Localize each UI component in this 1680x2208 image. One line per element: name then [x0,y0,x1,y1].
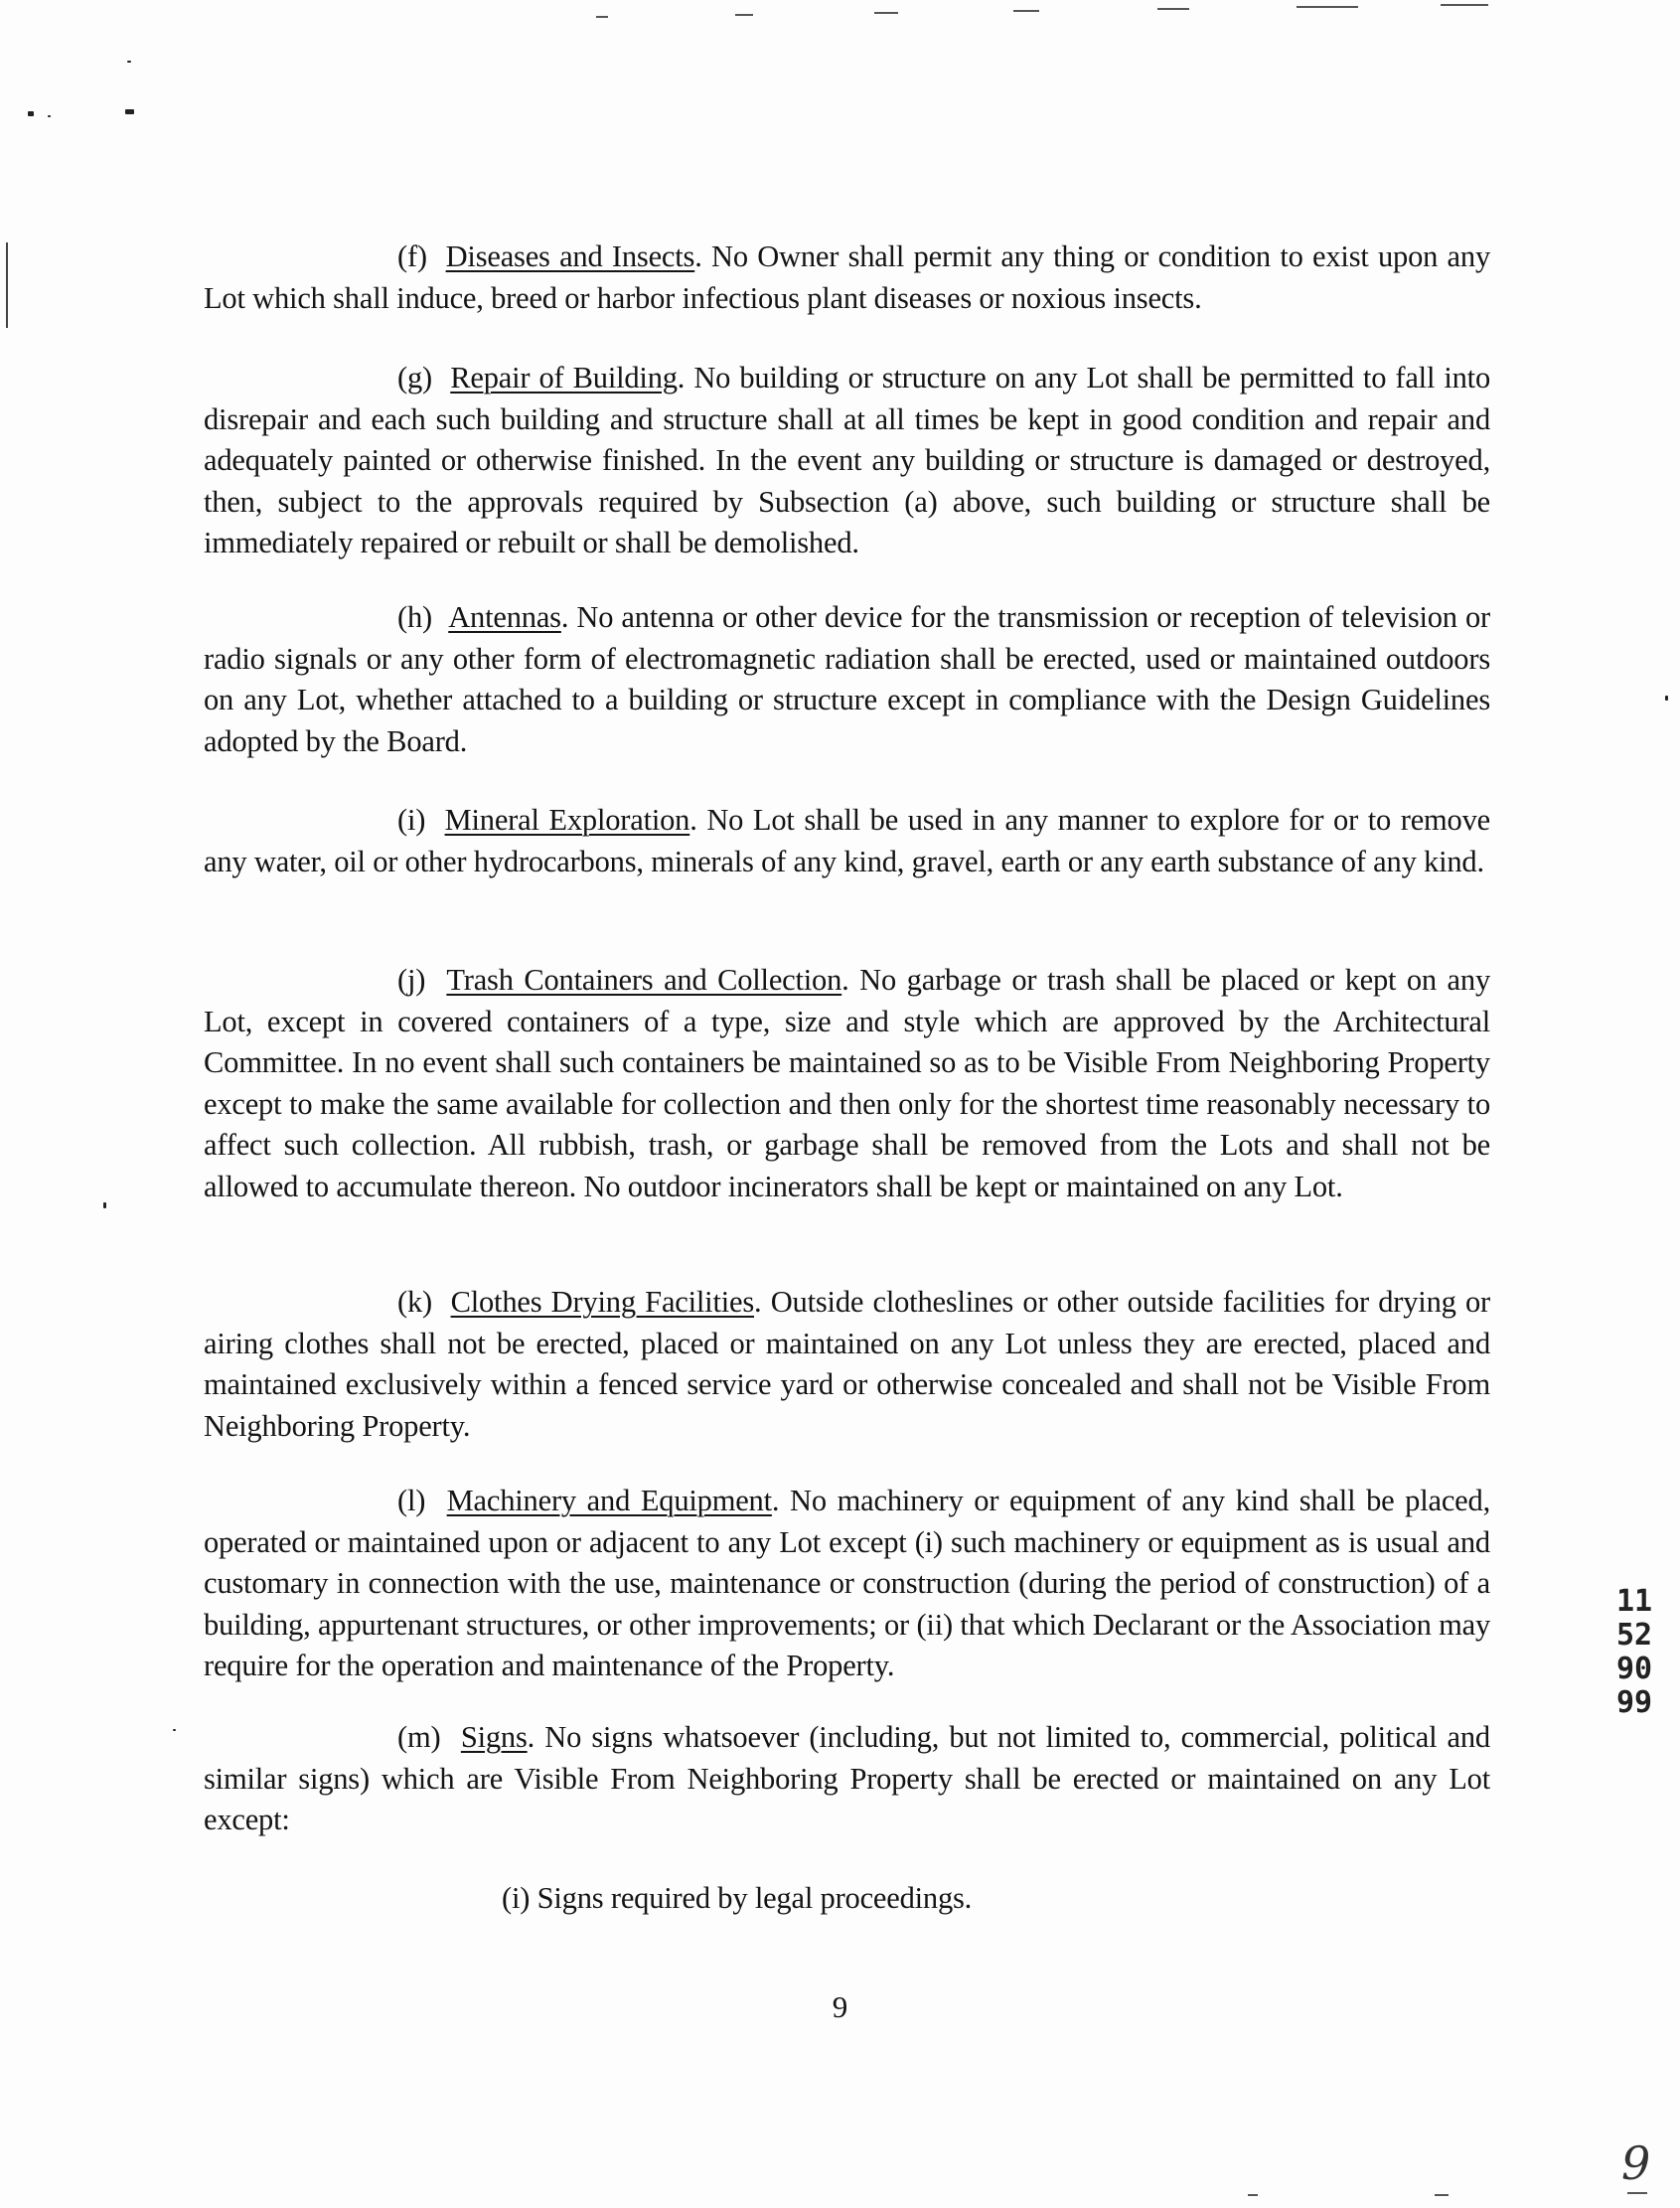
paragraph-k-heading: Clothes Drying Facilities [450,1285,754,1319]
paragraph-f [204,237,1490,319]
scan-speck-3 [48,115,51,117]
scan-speck-5 [103,1202,106,1208]
paragraph-i [204,800,1490,882]
paragraph-m-heading: Signs [460,1720,528,1754]
paragraph-m-marker: (m) [397,1720,441,1754]
paragraph-k-text: . Outside clotheslines or other outside facilities for drying or airing clothes shall not be erected, placed or maintained on any Lot unless they are erected, placed and maintained exclusively within a fenced service yard or otherwise concealed and shall not be Visible From Neighboring Property. [204,1285,1490,1443]
paragraph-l [204,1481,1490,1687]
scan-artifact-top-6 [1297,6,1358,8]
scan-speck-2 [28,111,34,116]
subitem-i-text: Signs required by legal proceedings. [536,1881,973,1915]
scan-artifact-top-7 [1441,4,1488,6]
subitem-i-marker: (i) [502,1881,531,1915]
scan-artifact-bottom-2 [1435,2194,1449,2196]
paragraph-k-marker: (k) [397,1285,432,1319]
paragraph-h-heading: Antennas [448,600,561,634]
scan-artifact-top-4 [1013,10,1039,12]
paragraph-i-text: . No Lot shall be used in any manner to explore for or to remove any water, oil or other hydrocarbons, minerals of any kind, gravel, earth or any earth substance of any kind. [204,803,1490,878]
paragraph-g-text: . No building or structure on any Lot shall be permitted to fall into disrepair and each such building and structure shall at all times be kept in good condition and repair and adequately painted or otherwise finished. In the event any building or structure is damaged or destroyed, then, subject to the approvals required by Subsection (a) above, such building or structure shall be immediately repaired or rebuilt or shall be demolished. [204,361,1491,559]
recording-stamp: 1152 9099 [1615,1584,1653,1720]
paragraph-g-heading: Repair of Building [450,361,678,394]
scan-speck-4 [125,109,134,114]
paragraph-l-marker: (l) [397,1484,426,1517]
paragraph-j-marker: (j) [397,963,426,997]
scan-artifact-bottom-1 [1248,2194,1258,2196]
paragraph-j-heading: Trash Containers and Collection [446,963,842,997]
paragraph-g-marker: (g) [397,361,432,394]
paragraph-h-text: . No antenna or other device for the transmission or reception of television or radio signals or any other form of electromagnetic radiation shall be erected, used or maintained outdoors on any Lot, whether attached to a building or structure except in compliance with the Design Guidelines adopted by the Board. [204,600,1490,758]
paragraph-h [204,597,1490,762]
page-number: 9 [832,1989,848,2024]
scan-artifact-bottom-3 [1627,2192,1647,2194]
paragraph-f-text: . No Owner shall permit any thing or condition to exist upon any Lot which shall induce, breed or harbor infectious plant diseases or noxious insects. [204,239,1490,315]
scan-speck-1 [127,61,131,63]
paragraph-m-text: . No signs whatsoever (including, but not limited to, commercial, political and similar signs) which are Visible From Neighboring Property shall be erected or maintained on any Lot except: [204,1720,1490,1836]
paragraph-f-heading: Diseases and Insects [445,239,695,273]
subitem-i [502,1878,972,1920]
paragraph-l-heading: Machinery and Equipment [446,1484,772,1517]
paragraph-i-marker: (i) [397,803,426,837]
scan-speck-7 [1665,696,1668,701]
paragraph-f-marker: (f) [397,239,427,273]
paragraph-k [204,1282,1490,1447]
scan-speck-6 [173,1729,176,1731]
paragraph-l-text: . No machinery or equipment of any kind shall be placed, operated or maintained upon or adjacent to any Lot except (i) such machinery or equipment as is usual and customary in connection with the use, maintenance or construction (during the period of construction) of a building, appurtenant structures, or other improvements; or (ii) that which Declarant or the Association may require for the operation and maintenance of the Property. [204,1484,1490,1682]
paragraph-j-text: . No garbage or trash shall be placed or kept on any Lot, except in covered containers of a type, size and style which are approved by the Architectural Committee. In no event shall such containers be maintained so as to be Visible From Neighboring Property except to make the same available for collection and then only for the shortest time reasonably necessary to affect such collection. All rubbish, trash, or garbage shall be removed from the Lots and shall not be allowed to accumulate thereon. No outdoor incinerators shall be kept or maintained on any Lot. [204,963,1490,1203]
scan-margin-bar [6,242,8,328]
paragraph-j [204,960,1490,1207]
paragraph-g [204,358,1490,564]
scan-artifact-top-5 [1157,8,1189,10]
handwritten-page-mark: 9 [1621,2136,1651,2190]
scan-artifact-top-2 [735,14,753,16]
paragraph-i-heading: Mineral Exploration [444,803,690,837]
paragraph-m [204,1717,1490,1841]
scan-artifact-top-1 [596,16,608,18]
paragraph-h-marker: (h) [397,600,432,634]
scan-artifact-top-3 [874,12,898,14]
